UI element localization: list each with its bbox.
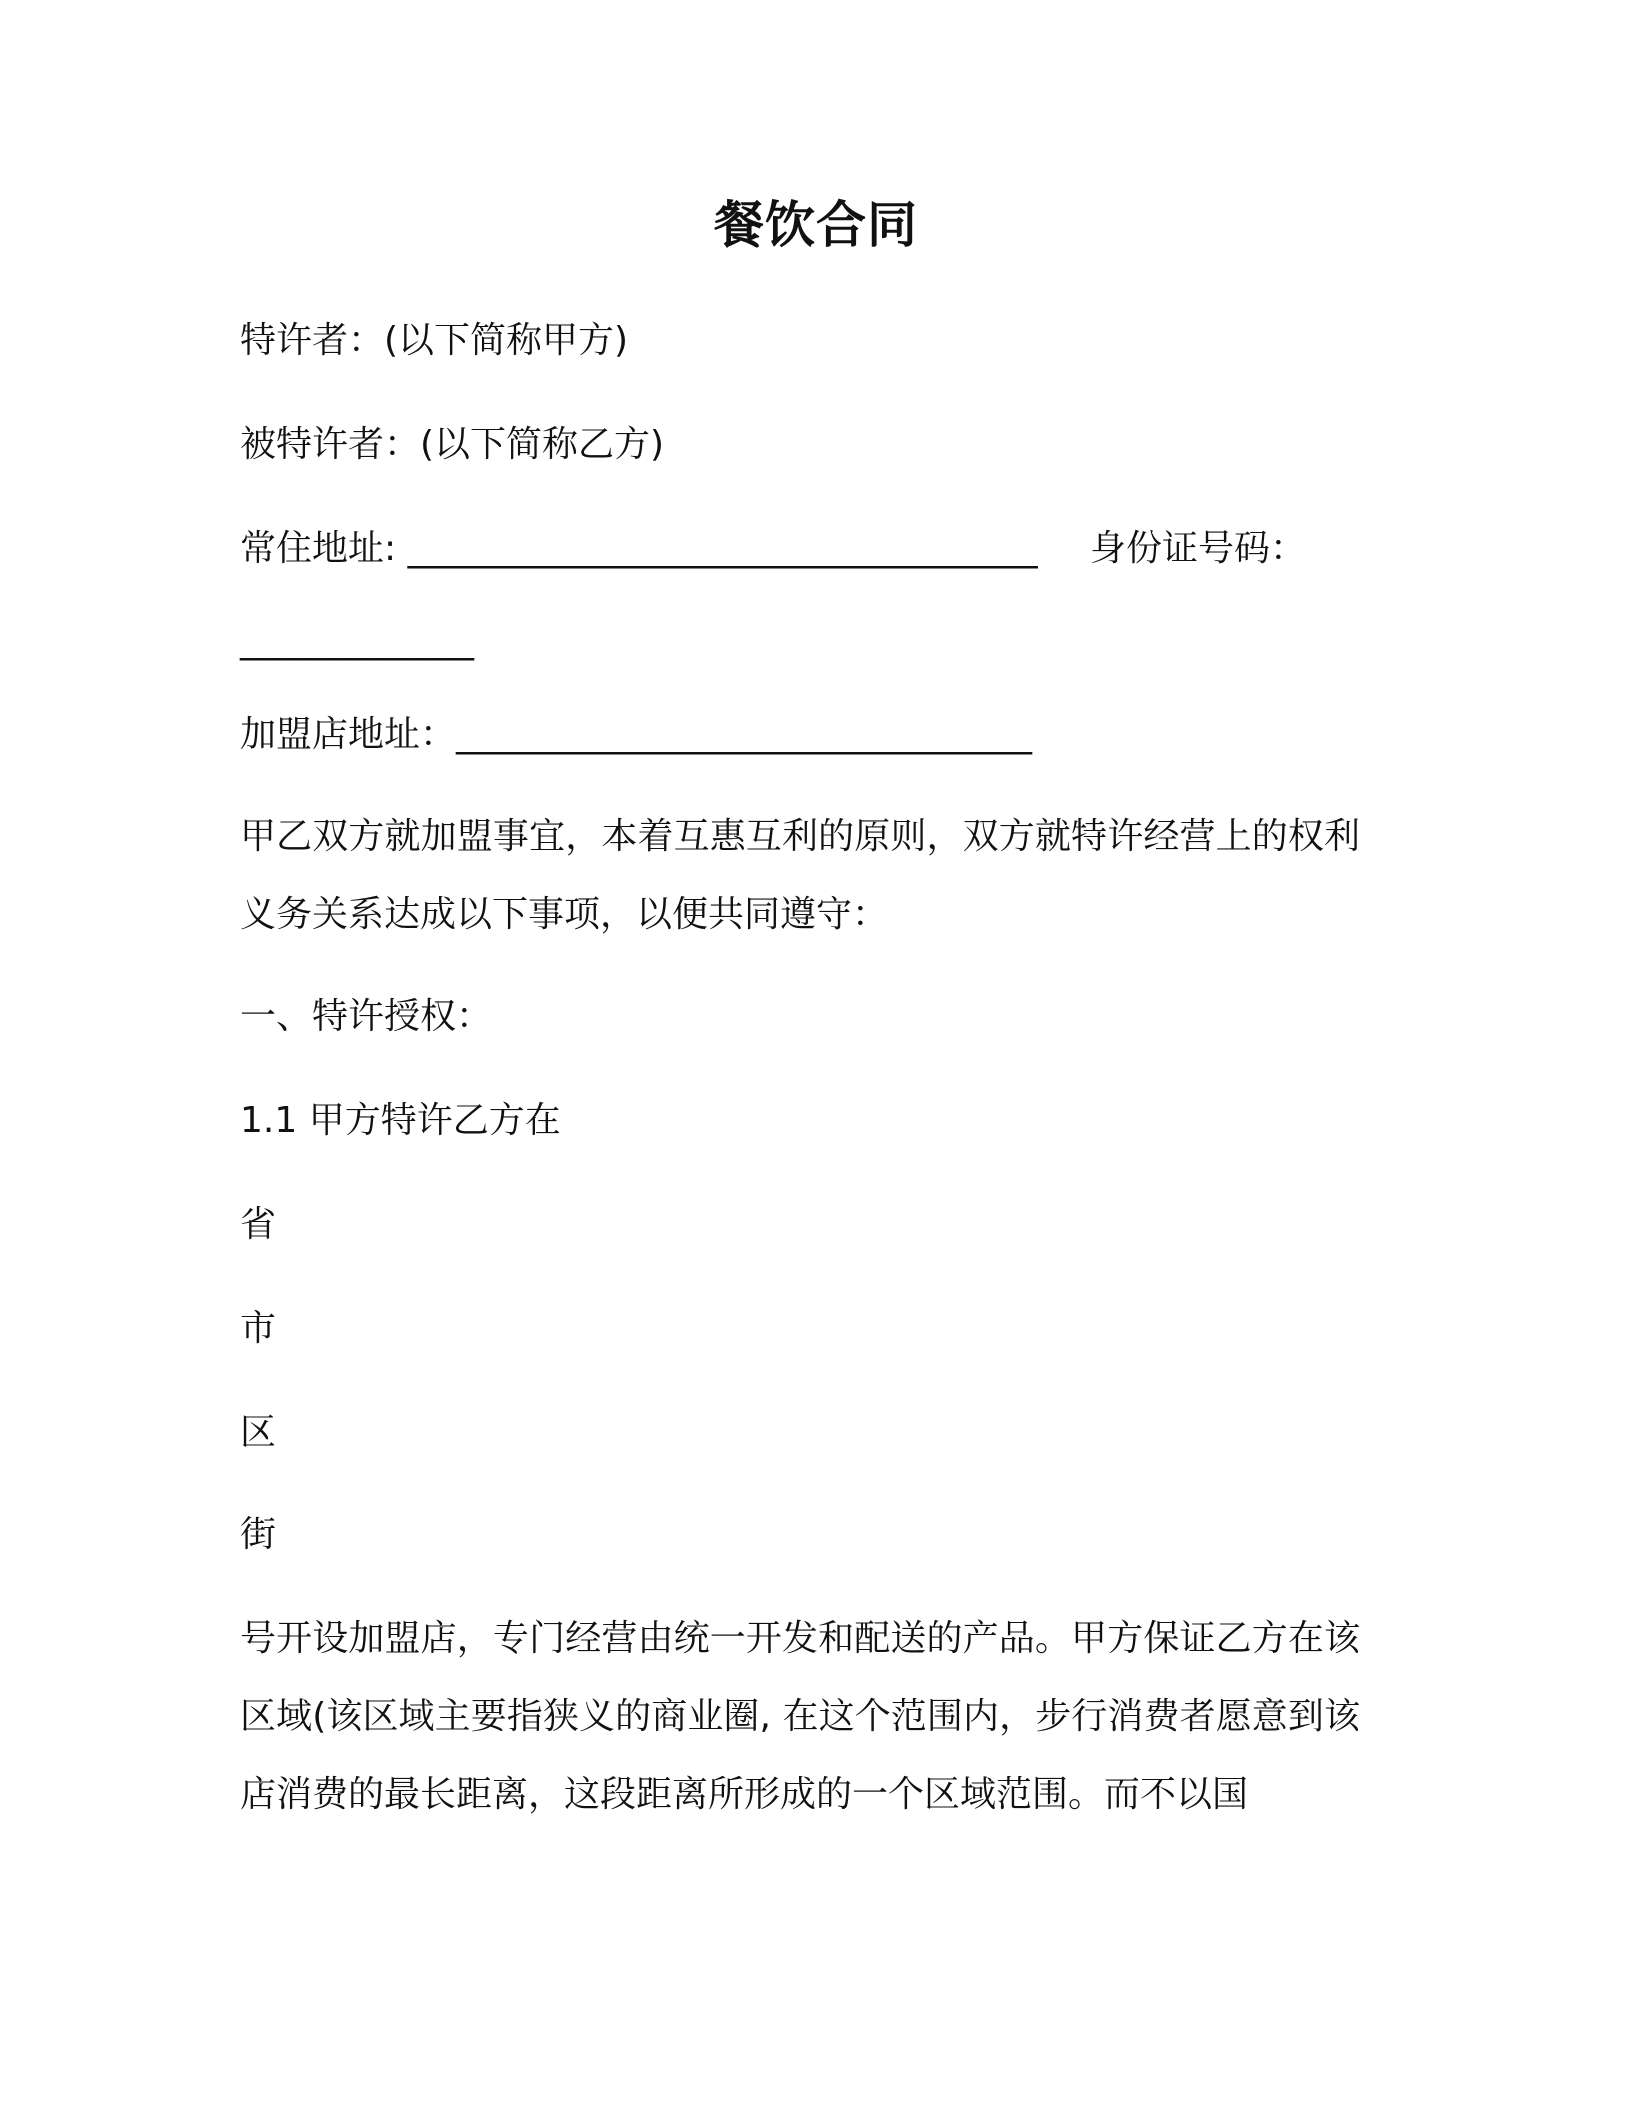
id-number-label: 身份证号码： [1090,528,1307,569]
franchisor-line: 特许者：(以下简称甲方) [240,320,629,361]
street-blank-label: 街 [240,1514,277,1555]
district-blank-label: 区 [240,1412,277,1453]
clause-1-1: 1.1 甲方特许乙方在 [240,1100,561,1141]
document-title: 餐饮合同 [714,196,918,254]
section-1-heading: 一、特许授权： [240,996,493,1037]
intro-paragraph: 甲乙双方就加盟事宜，本着互惠互利的原则，双方就特许经营上的权利义务关系达成以下事项，以便共同遵守： [240,816,1360,935]
clause-1-1-continued: 号开设加盟店，专门经营由统一开发和配送的产品。甲方保证乙方在该区域(该区域主要指狭义的商业圈, 在这个范围内，步行消费者愿意到该店消费的最长距离，这段距离所形成的一个区域范围。而不以国 [240,1618,1360,1815]
residence-address-field: 常住地址: ___________________________________ [240,528,1038,569]
residence-id-row [240,524,1360,574]
province-blank-label: 省 [240,1204,277,1245]
city-blank-label: 市 [240,1308,277,1349]
store-address-field: 加盟店地址：________________________________ [240,714,1033,755]
id-number-blank: _____________ [240,620,474,661]
franchisee-line: 被特许者：(以下简称乙方) [240,424,665,465]
